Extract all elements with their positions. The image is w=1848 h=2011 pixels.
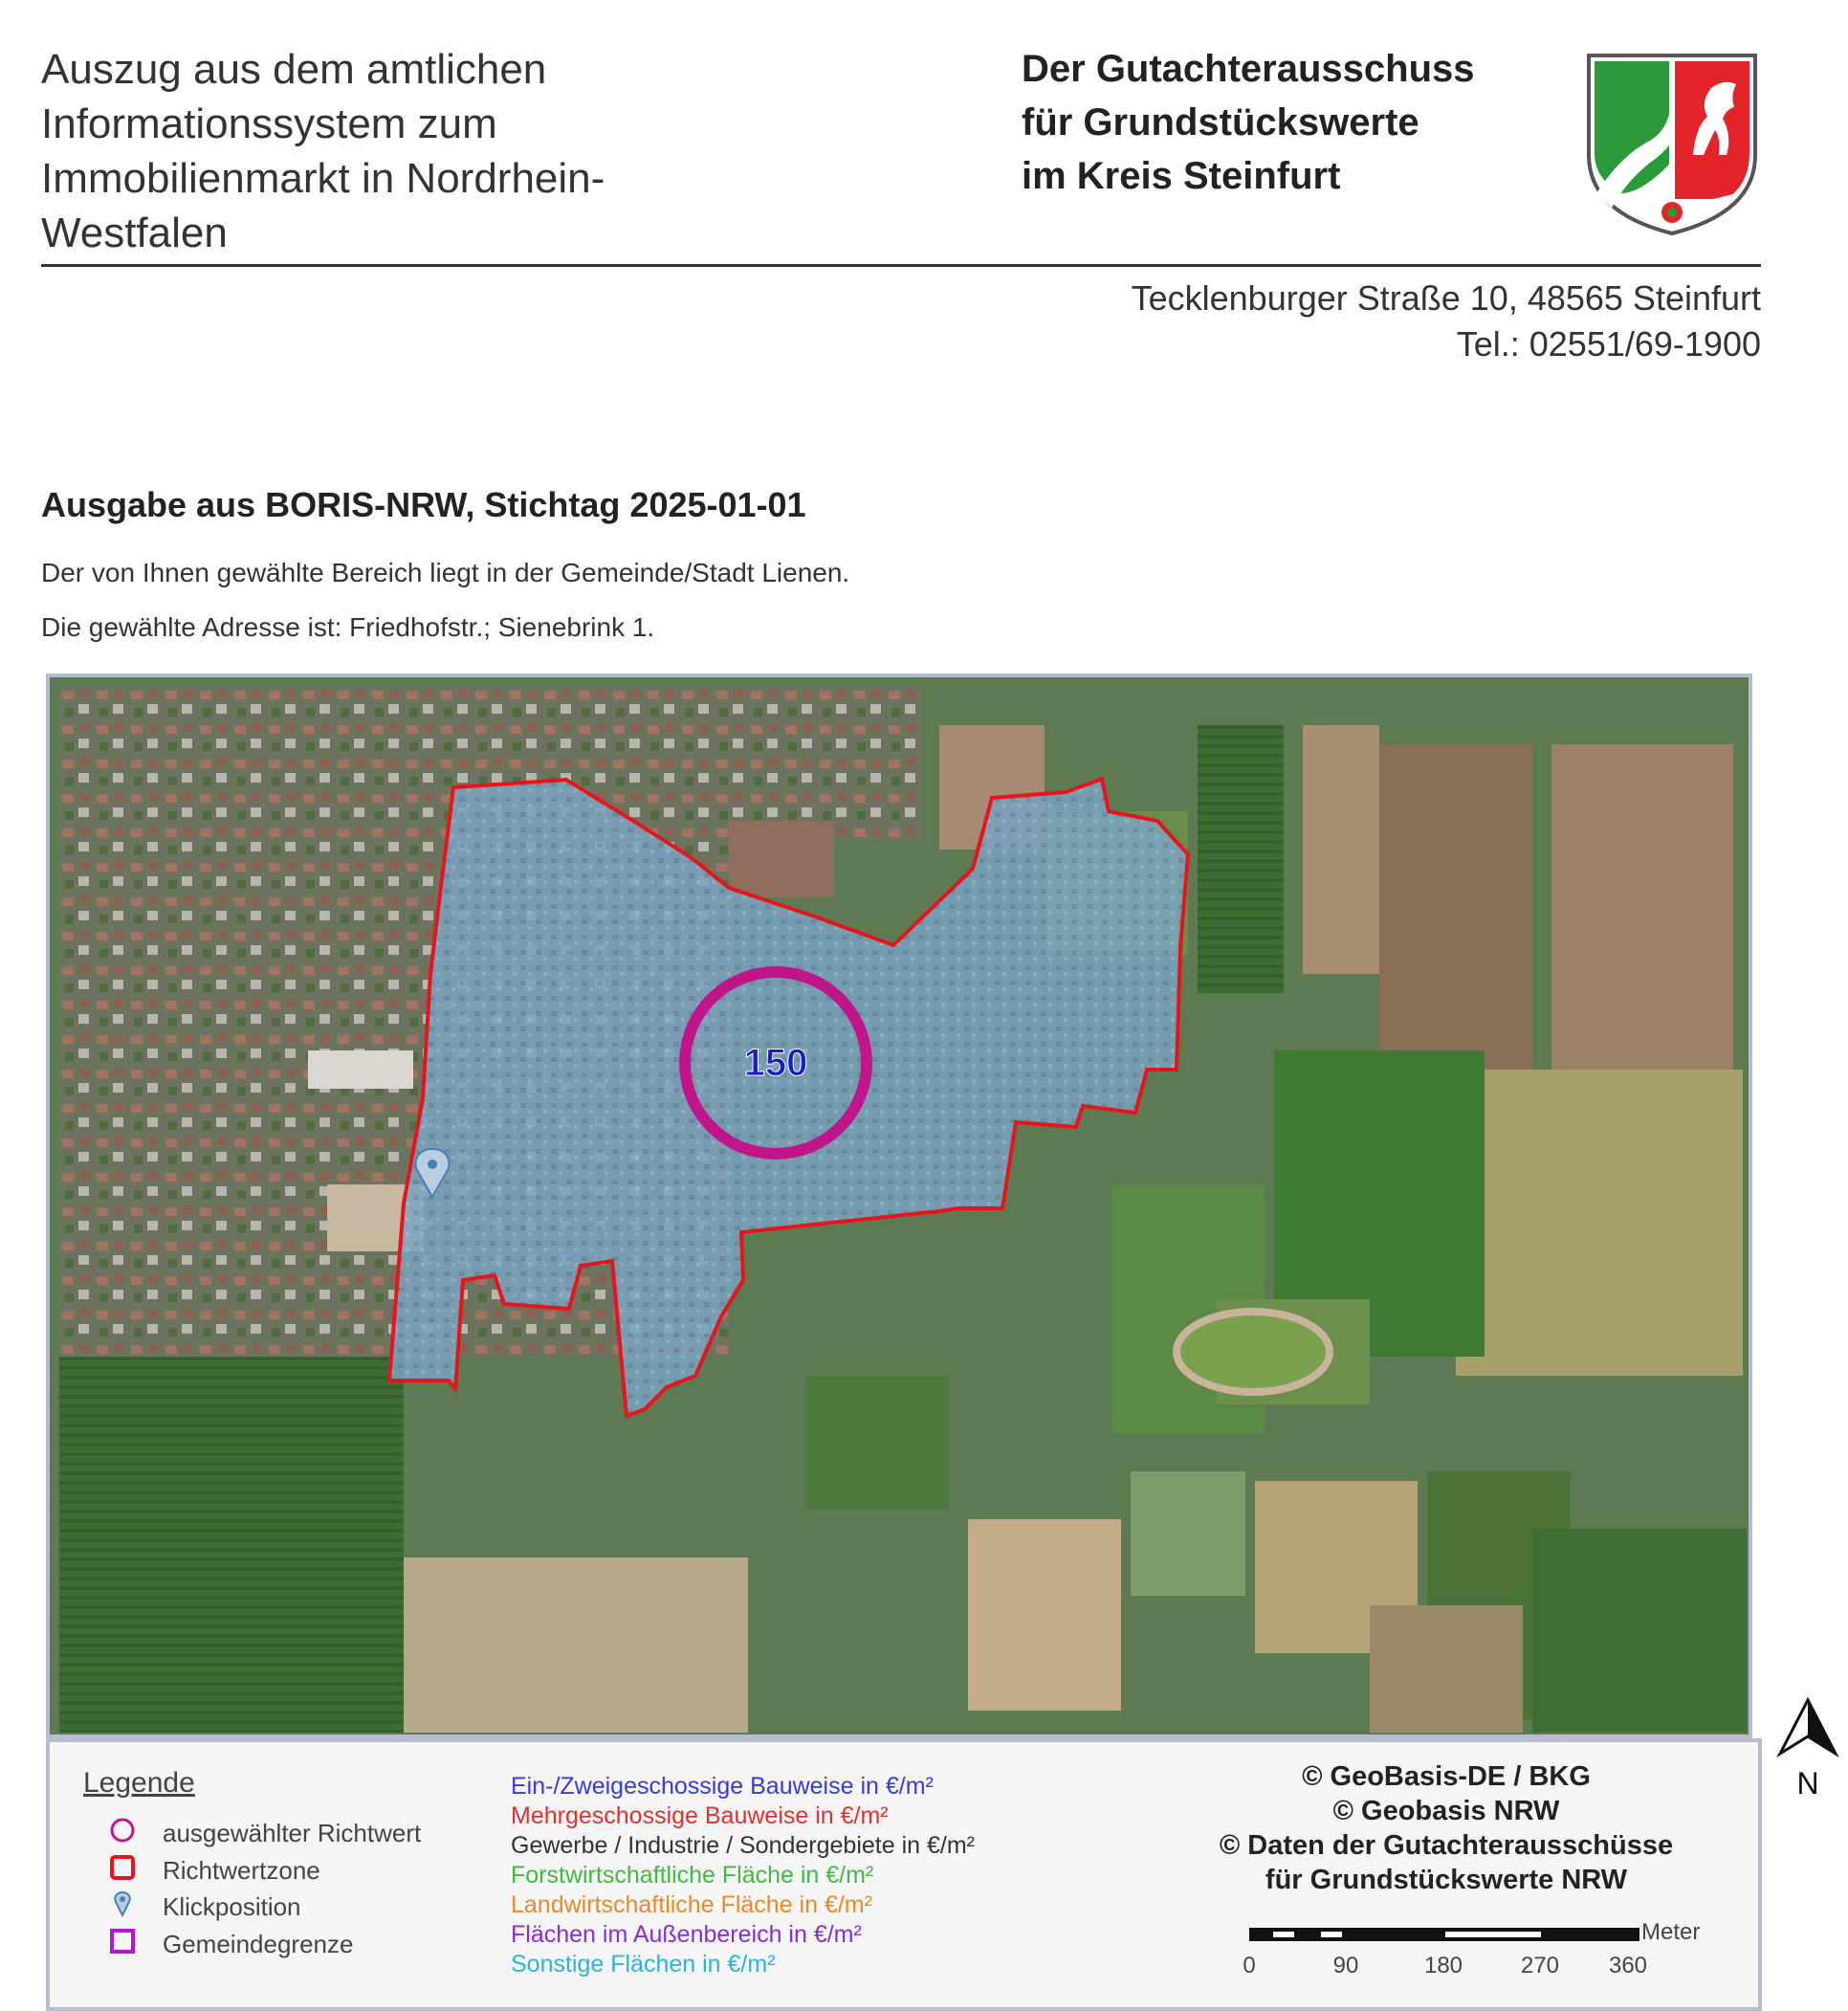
copyright-line: © GeoBasis-DE / BKG <box>1302 1761 1591 1792</box>
legend-item-label: ausgewählter Richtwert <box>163 1819 422 1847</box>
circle-icon <box>109 1817 136 1844</box>
category-item: Forstwirtschaftliche Fläche in €/m² <box>511 1862 874 1889</box>
title-line: Immobilienmarkt in Nordrhein- <box>41 155 605 202</box>
map-pin-icon <box>109 1890 136 1917</box>
square-outline-icon <box>109 1854 136 1881</box>
nrw-coat-of-arms-icon <box>1583 50 1761 237</box>
north-arrow-icon <box>1774 1698 1841 1803</box>
scale-tick: 90 <box>1332 1953 1359 1978</box>
scale-tick: 360 <box>1608 1953 1648 1978</box>
category-item: Flächen im Außenbereich in €/m² <box>511 1921 862 1948</box>
aerial-map[interactable] <box>59 687 1747 1733</box>
authority-line: für Grundstückswerte <box>1022 101 1419 144</box>
map-frame <box>46 674 1752 1738</box>
category-item: Ein-/Zweigeschossige Bauweise in €/m² <box>511 1773 934 1800</box>
square-outline-icon <box>109 1928 136 1955</box>
scale-tick: 0 <box>1243 1953 1256 1978</box>
copyright-line: für Grundstückswerte NRW <box>1265 1865 1628 1895</box>
authority-line: Der Gutachterausschuss <box>1022 48 1475 90</box>
municipality-text: Der von Ihnen gewählte Bereich liegt in der Gemeinde/Stadt Lienen. <box>41 558 850 587</box>
document-title <box>41 42 692 260</box>
authority-line: im Kreis Steinfurt <box>1022 155 1341 197</box>
header-divider <box>41 264 1761 267</box>
section-heading: Ausgabe aus BORIS-NRW, Stichtag 2025-01-01 <box>41 485 806 524</box>
address-text: Die gewählte Adresse ist: Friedhofstr.; Sienebrink 1. <box>41 612 655 642</box>
scale-tick: 270 <box>1520 1953 1560 1978</box>
title-line: Informationssystem zum <box>41 100 497 147</box>
map-legend <box>46 1738 1762 2011</box>
street-address: Tecklenburger Straße 10, 48565 Steinfurt <box>1131 278 1761 318</box>
copyright-line: © Geobasis NRW <box>1332 1796 1560 1826</box>
legend-title: Legende <box>83 1767 195 1799</box>
north-label: N <box>1796 1766 1819 1801</box>
title-line: Westfalen <box>41 210 228 256</box>
legend-item-label: Gemeindegrenze <box>163 1930 354 1958</box>
scale-tick: 180 <box>1423 1953 1463 1978</box>
category-item: Sonstige Flächen in €/m² <box>511 1951 776 1978</box>
title-line: Auszug aus dem amtlichen <box>41 46 547 93</box>
scale-bar <box>1240 1919 1701 1987</box>
legend-item-label: Klickposition <box>163 1892 301 1921</box>
phone-number: Tel.: 02551/69-1900 <box>1456 324 1761 364</box>
legend-item-label: Richtwertzone <box>163 1856 320 1885</box>
category-item: Gewerbe / Industrie / Sondergebiete in €/m² <box>511 1832 975 1859</box>
scale-unit: Meter <box>1641 1919 1701 1945</box>
zone-value-label: 150 <box>743 1042 808 1084</box>
category-item: Landwirtschaftliche Fläche in €/m² <box>511 1891 872 1918</box>
copyright-line: © Daten der Gutachterausschüsse <box>1219 1830 1674 1861</box>
contact-address <box>1132 276 1761 367</box>
category-item: Mehrgeschossige Bauweise in €/m² <box>511 1802 889 1829</box>
authority-name <box>1022 42 1557 203</box>
